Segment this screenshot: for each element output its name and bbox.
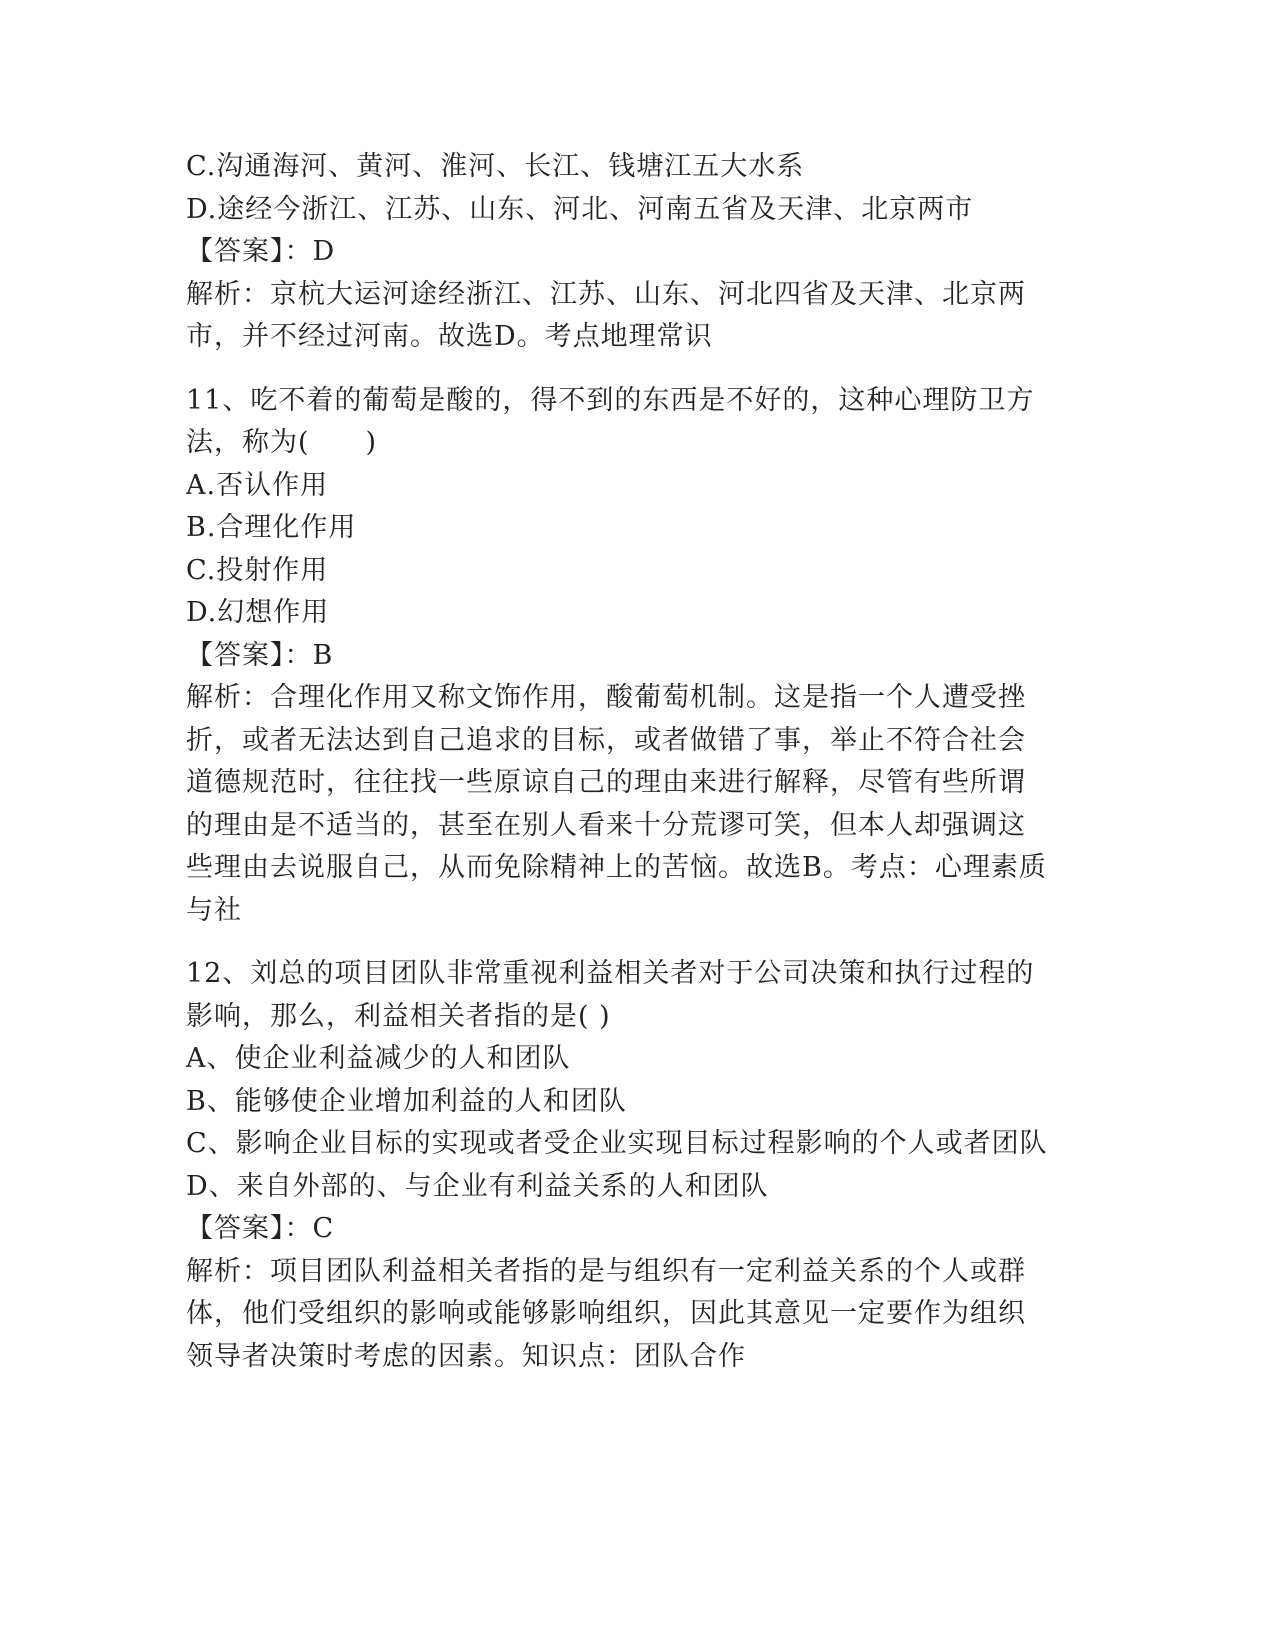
- document-content: [186, 146, 1086, 1378]
- explanation-line: 解析：合理化作用又称文饰作用，酸葡萄机制。这是指一个人遭受挫: [186, 682, 1026, 713]
- explanation-line: 体，他们受组织的影响或能够影响组织，因此其意见一定要作为组织: [186, 1298, 1026, 1329]
- explanation-line: 领导者决策时考虑的因素。知识点：团队合作: [186, 1340, 746, 1372]
- option-c: C、影响企业目标的实现或者受企业实现目标过程影响的个人或者团队: [186, 1128, 1048, 1159]
- question-stem: 12、刘总的项目团队非常重视利益相关者对于公司决策和执行过程的: [186, 958, 1035, 989]
- question-stem: 影响，那么，利益相关者指的是( ): [186, 1000, 611, 1032]
- option-c: C.沟通海河、黄河、淮河、长江、钱塘江五大水系: [186, 151, 805, 182]
- explanation-line: 的理由是不适当的，甚至在别人看来十分荒谬可笑，但本人却强调这: [186, 809, 1026, 841]
- explanation-line: 解析：京杭大运河途经浙江、江苏、山东、河北四省及天津、北京两: [186, 278, 1026, 310]
- question-12: [186, 953, 1086, 1378]
- option-d: D、来自外部的、与企业有利益关系的人和团队: [186, 1170, 769, 1202]
- explanation-line: 市，并不经过河南。故选D。考点地理常识: [186, 321, 713, 352]
- option-c: C.投射作用: [186, 554, 329, 586]
- answer: 【答案】：C: [186, 1213, 335, 1244]
- option-b: B.合理化作用: [186, 512, 357, 543]
- answer: 【答案】：B: [186, 639, 334, 671]
- question-10-tail: [186, 146, 1086, 359]
- question-11: [186, 380, 1086, 933]
- option-a: A.否认作用: [186, 469, 329, 501]
- question-stem: 11、吃不着的葡萄是酸的，得不到的东西是不好的，这种心理防卫方: [186, 384, 1035, 416]
- option-a: A、使企业利益减少的人和团队: [186, 1043, 571, 1074]
- question-stem: 法，称为( ): [186, 427, 378, 458]
- explanation-line: 道德规范时，往往找一些原谅自己的理由来进行解释，尽管有些所谓: [186, 767, 1026, 798]
- explanation-line: 折，或者无法达到自己追求的目标，或者做错了事，举止不符合社会: [186, 724, 1026, 756]
- explanation-line: 与社: [186, 894, 242, 926]
- explanation-line: 解析：项目团队利益相关者指的是与组织有一定利益关系的个人或群: [186, 1255, 1026, 1287]
- option-d: D.途经今浙江、江苏、山东、河北、河南五省及天津、北京两市: [186, 193, 974, 225]
- option-b: B、能够使企业增加利益的人和团队: [186, 1085, 627, 1117]
- answer: 【答案】：D: [186, 236, 336, 267]
- option-d: D.幻想作用: [186, 597, 330, 628]
- explanation-line: 些理由去说服自己，从而免除精神上的苦恼。故选B。考点：心理素质: [186, 852, 1047, 883]
